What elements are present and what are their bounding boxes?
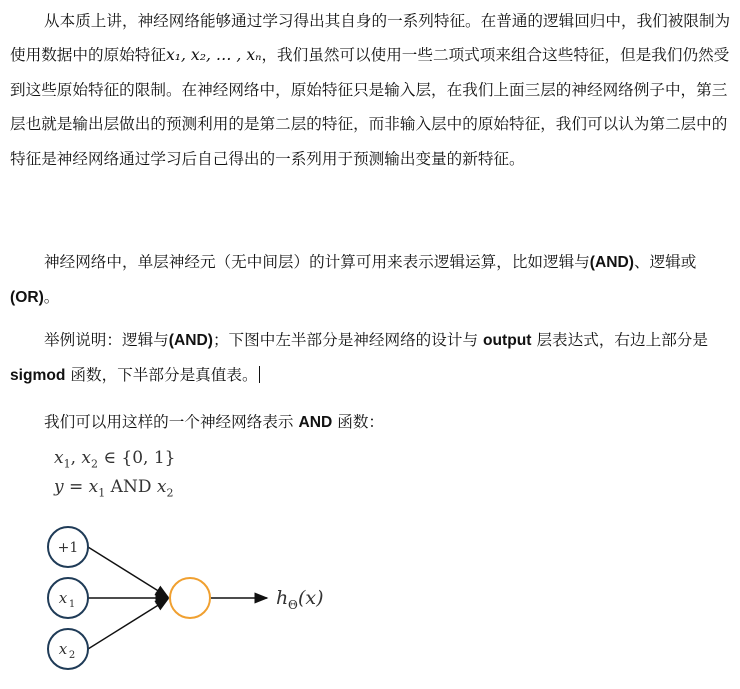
formula-x1b: x [88,477,99,497]
formula-x2-sub: 2 [91,457,98,471]
and-term-3: AND [298,414,333,431]
formula-line-2: $y = x_1$ AND $x_2$ [54,477,174,500]
edge-x2 [88,599,168,649]
edge-bias [88,547,168,597]
text-cursor [259,366,260,383]
formula-and: AND [110,477,152,497]
paragraph-features-text-1: 从本质上讲，神经网络能够通过学习得出其自身的一系列特征。在普通的逻辑回归中，我们被限制为使用数据中的原始特征 [10,12,731,65]
input-node-x2 [48,629,88,669]
bias-label: +1 [57,540,79,556]
formula-line-1: $x_1$, $x_2$ ∈ {0, 1} [54,448,176,471]
neural-network-diagram [30,515,370,685]
paragraph-logic-text-3: 。 [43,288,60,307]
or-term: (OR) [10,289,44,307]
paragraph-features-text-2: ，我们虽然可以使用一些二项式项来组合这些特征，但是我们仍然受到这些原始特征的限制。在神经网络中，原始特征只是输入层，在我们上面三层的神经网络例子中，第三层也就是输出层做出的预测利用的是第二层的特征，而非输入层中的原始特征，我们可以认为第二层中的特征是神经网络通过学习后自己得出的一系列用于预测输出变量的新特征。 [10,46,730,168]
x2-label: x [58,640,68,658]
formula-x2b: x [156,477,167,497]
paragraph-logic [10,245,732,316]
feature-list: x₁, x₂, … , xₙ [165,46,262,65]
and-term-2: (AND) [168,332,213,349]
and-term: (AND) [589,254,634,271]
sigmod-term: sigmod [10,367,66,385]
formula-y: y [54,477,64,497]
x1-label: x [58,589,68,607]
output-arg: (x) [298,587,324,609]
paragraph-and-intro [10,405,732,440]
output-node [170,578,210,618]
paragraph-and-intro-text-1: 我们可以用这样的一个神经网络表示 [44,413,299,431]
paragraph-example-text-2: ；下图中左半部分是神经网络的设计与 [212,331,483,349]
paragraph-and-intro-text-2: 函数： [332,413,385,431]
paragraph-features [10,4,732,176]
formula-x2b-sub: 2 [166,486,174,500]
formula-x2: x [81,448,91,468]
paragraph-logic-text-2: 、逻辑或 [633,253,697,271]
formula-x1: x [54,448,64,468]
formula-x1b-sub: 1 [98,486,106,500]
x1-sub: 1 [68,599,76,610]
input-node-x1 [48,578,88,618]
paragraph-example-text-3: 层表达式，右边上部分是 [531,331,708,349]
paragraph-example-text-1: 举例说明：逻辑与 [44,331,169,349]
paragraph-example [10,323,732,394]
output-term: output [483,332,532,349]
formula-set: ∈ {0, 1} [103,448,176,468]
paragraph-example-text-4: 函数，下半部分是真值表。 [65,366,258,385]
output-theta: Θ [288,598,298,612]
x2-sub: 2 [68,650,76,661]
paragraph-logic-text-1: 神经网络中，单层神经元（无中间层）的计算可用来表示逻辑运算，比如逻辑与 [44,253,590,271]
output-h: h [276,587,289,609]
formula-x1-sub: 1 [63,457,71,471]
